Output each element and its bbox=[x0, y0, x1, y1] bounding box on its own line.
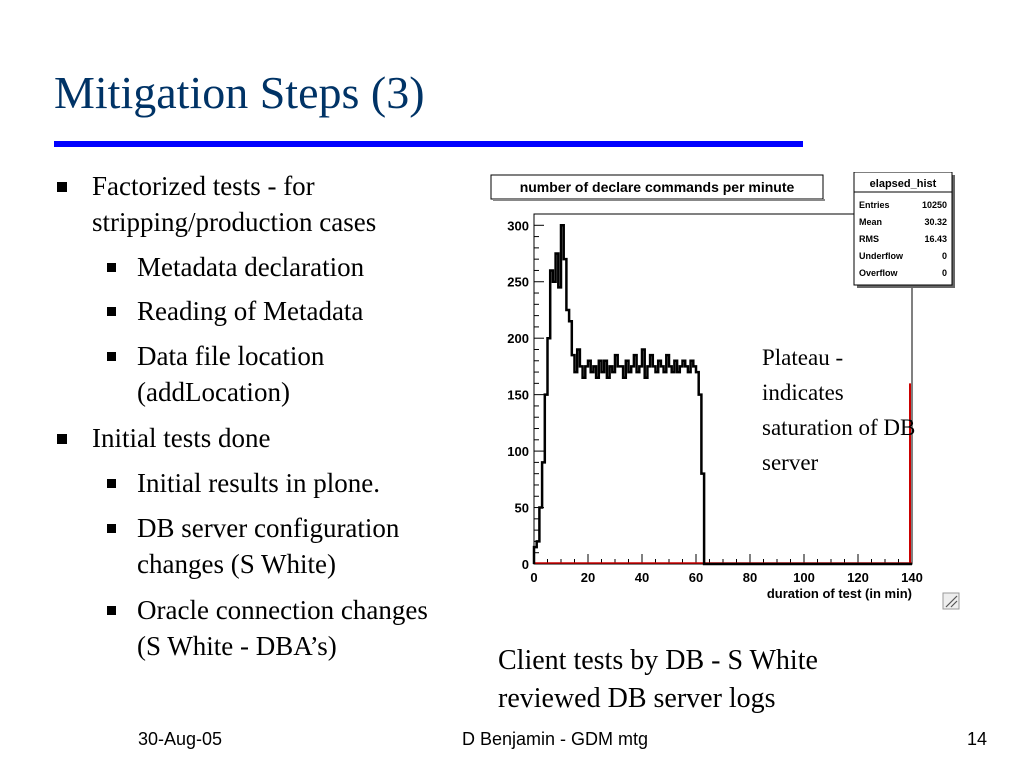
x-tick-label: 0 bbox=[530, 570, 538, 585]
chart-caption bbox=[498, 642, 818, 718]
resize-handle-icon bbox=[942, 592, 960, 610]
chart-title: number of declare commands per minute bbox=[519, 179, 795, 195]
stats-row-value: 30.32 bbox=[924, 217, 947, 227]
bullet-text: stripping/production cases bbox=[92, 207, 377, 237]
stats-row-label: RMS bbox=[859, 234, 879, 244]
x-tick-label: 140 bbox=[901, 570, 923, 585]
bullet-text: Initial results in plone. bbox=[137, 468, 380, 498]
stats-row-value: 10250 bbox=[921, 200, 947, 210]
bullet-text: Factorized tests - for bbox=[92, 171, 315, 201]
y-tick-label: 300 bbox=[507, 218, 529, 234]
stats-box-name: elapsed_hist bbox=[869, 178, 937, 190]
footer-presenter: D Benjamin - GDM mtg bbox=[462, 729, 649, 749]
y-tick-label: 50 bbox=[514, 500, 529, 516]
bullet-marker bbox=[107, 307, 116, 316]
bullet-text: Metadata declaration bbox=[137, 252, 365, 282]
slide-title: Mitigation Steps (3) bbox=[54, 67, 425, 118]
bullet-marker bbox=[107, 524, 116, 533]
x-tick-label: 80 bbox=[742, 570, 758, 585]
bullet-text: changes (S White) bbox=[137, 549, 336, 579]
x-tick-label: 100 bbox=[793, 570, 815, 585]
x-tick-label: 60 bbox=[688, 570, 704, 585]
stats-row-value: 16.43 bbox=[924, 234, 947, 244]
x-axis-label: duration of test (in min) bbox=[766, 586, 912, 601]
y-tick-label: 150 bbox=[507, 387, 529, 403]
chart-title-shadow bbox=[493, 199, 825, 201]
annotation-line: saturation of DB bbox=[762, 415, 916, 440]
bullet-text: Reading of Metadata bbox=[137, 296, 364, 326]
annotation-line: indicates bbox=[762, 380, 844, 405]
bullet-marker bbox=[57, 434, 67, 444]
caption-line: Client tests by DB - S White bbox=[498, 645, 818, 676]
bullet-text: Data file location bbox=[137, 341, 325, 371]
footer-page-number: 14 bbox=[967, 729, 988, 749]
bullet-marker bbox=[107, 263, 116, 272]
stats-row-label: Entries bbox=[859, 200, 890, 210]
bullet-marker bbox=[57, 182, 67, 192]
bullet-text: Initial tests done bbox=[92, 423, 271, 453]
bullet-list bbox=[0, 0, 520, 700]
x-tick-label: 120 bbox=[847, 570, 869, 585]
y-tick-label: 200 bbox=[507, 331, 529, 347]
stats-row-value: 0 bbox=[941, 251, 947, 261]
stats-row-label: Underflow bbox=[859, 251, 903, 261]
bullet-text: DB server configuration bbox=[137, 513, 400, 543]
footer-date: 30-Aug-05 bbox=[138, 729, 223, 749]
bullet-marker bbox=[107, 606, 116, 615]
caption-line: reviewed DB server logs bbox=[498, 683, 776, 714]
y-tick-label: 250 bbox=[507, 274, 529, 290]
x-tick-label: 40 bbox=[634, 570, 650, 585]
y-tick-label: 0 bbox=[521, 557, 529, 572]
stats-row-label: Overflow bbox=[859, 268, 898, 278]
annotation-line: Plateau - bbox=[762, 345, 844, 370]
stats-row-label: Mean bbox=[859, 217, 883, 227]
plateau-annotation bbox=[762, 340, 915, 480]
x-tick-label: 20 bbox=[580, 570, 596, 585]
annotation-line: server bbox=[762, 450, 819, 475]
bullet-marker bbox=[107, 479, 116, 488]
bullet-text: (addLocation) bbox=[137, 377, 290, 407]
stats-row-value: 0 bbox=[941, 268, 947, 278]
bullet-text: Oracle connection changes bbox=[137, 595, 428, 625]
bullet-text: (S White - DBA’s) bbox=[137, 631, 337, 661]
bullet-marker bbox=[107, 352, 116, 361]
y-tick-label: 100 bbox=[507, 444, 529, 460]
